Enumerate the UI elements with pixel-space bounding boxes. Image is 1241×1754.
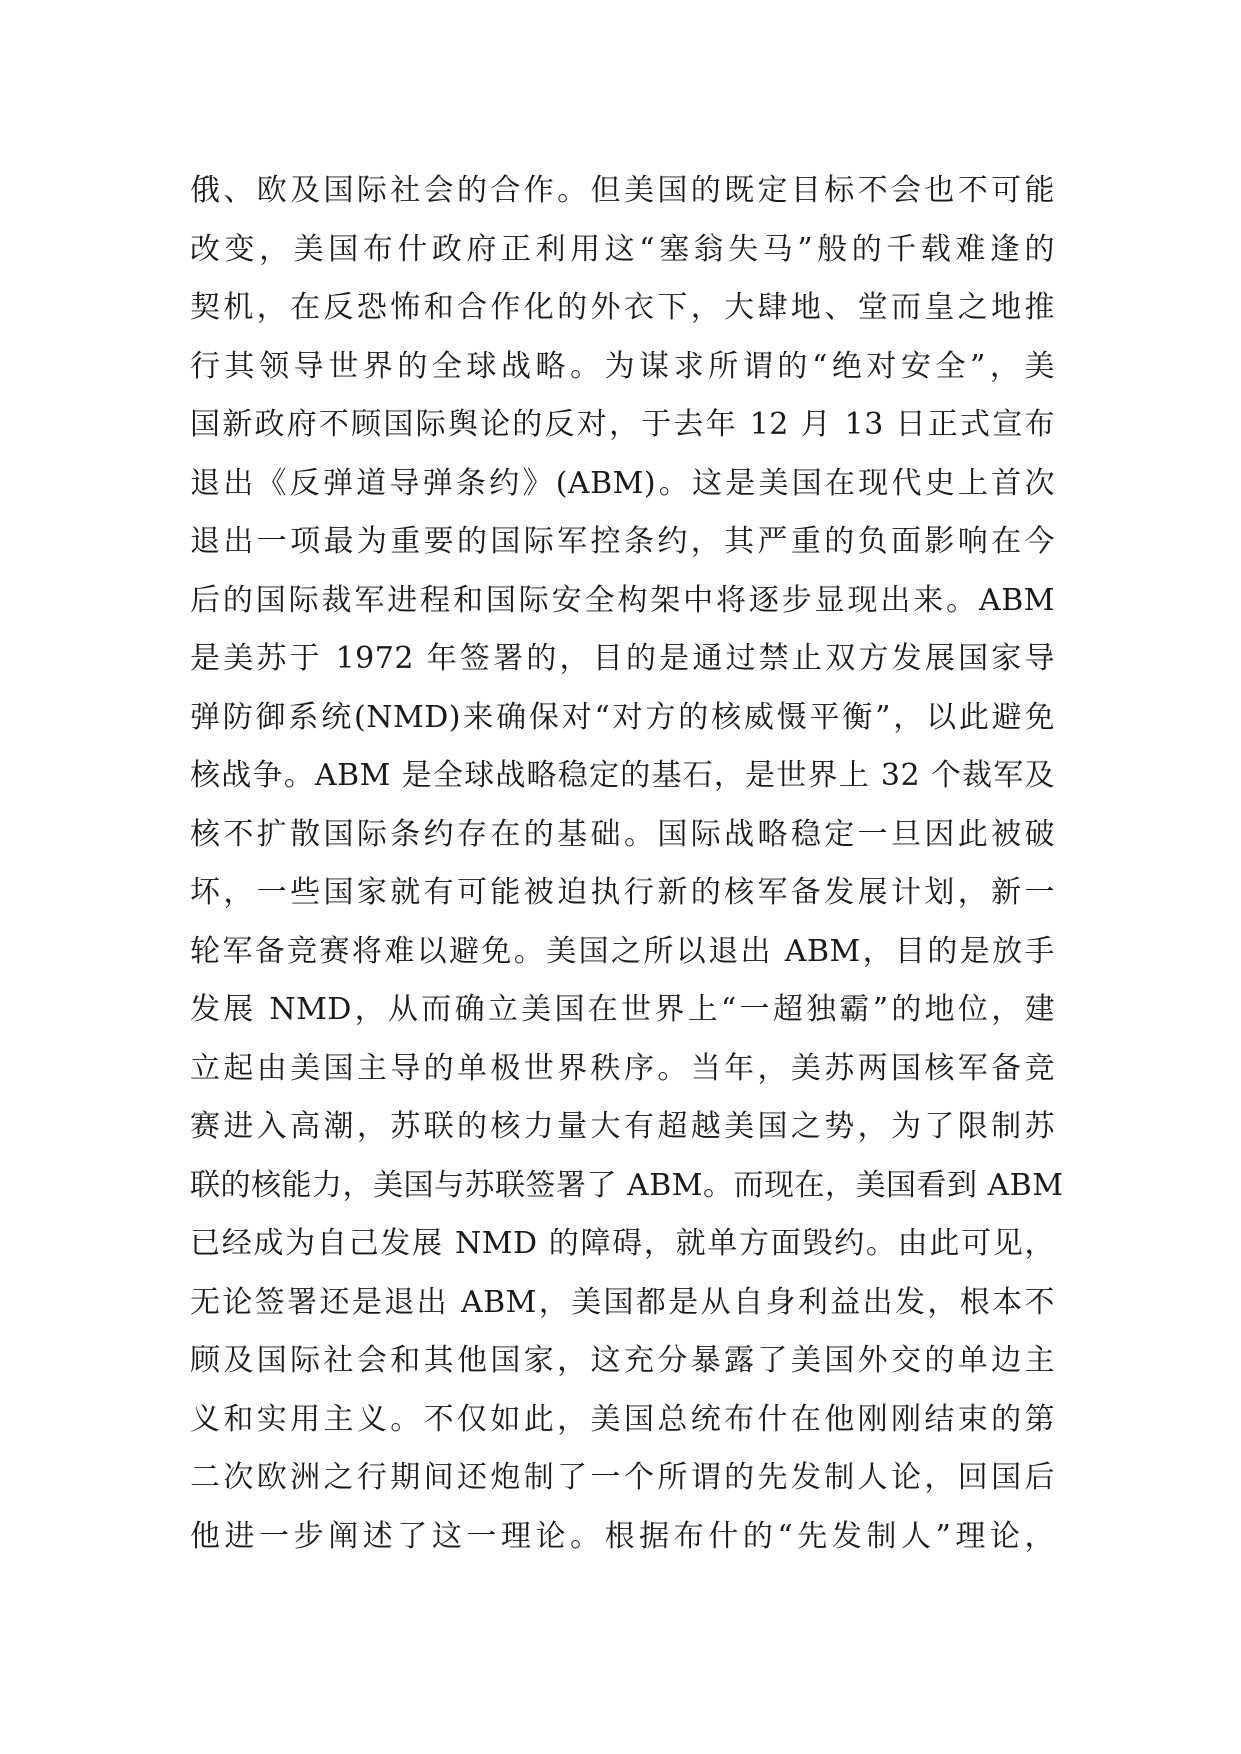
text-line: 俄、欧及国际社会的合作。但美国的既定目标不会也不可能 (190, 173, 1055, 208)
text-line: 退出一项最为重要的国际军控条约，其严重的负面影响在今 (190, 524, 1055, 559)
text-line: 无论签署还是退出 ABM，美国都是从自身利益出发，根本不 (190, 1284, 1055, 1320)
text-line: 二次欧洲之行期间还炮制了一个所谓的先发制人论，回国后 (190, 1460, 1055, 1495)
text-line: 顾及国际社会和其他国家，这充分暴露了美国外交的单边主 (190, 1343, 1055, 1378)
body-paragraph (190, 162, 1064, 1566)
text-line: 发展 NMD，从而确立美国在世界上“一超独霸”的地位，建 (190, 992, 1055, 1027)
text-line: 改变，美国布什政府正利用这“塞翁失马”般的千载难逢的 (190, 231, 1055, 267)
text-line: 联的核能力，美国与苏联签署了 ABM。而现在，美国看到 ABM (190, 1167, 1064, 1203)
text-line: 已经成为自己发展 NMD 的障碍，就单方面毁约。由此可见， (190, 1226, 1055, 1261)
text-line: 立起由美国主导的单极世界秩序。当年，美苏两国核军备竞 (190, 1050, 1055, 1086)
text-line: 轮军备竞赛将难以避免。美国之所以退出 ABM，目的是放手 (190, 933, 1055, 969)
text-line: 国新政府不顾国际舆论的反对，于去年 12 月 13 日正式宣布 (190, 407, 1055, 442)
text-line: 是美苏于 1972 年签署的，目的是通过禁止双方发展国家导 (190, 641, 1055, 676)
text-line: 行其领导世界的全球战略。为谋求所谓的“绝对安全”，美 (190, 348, 1055, 384)
text-line: 核战争。ABM 是全球战略稳定的基石，是世界上 32 个裁军及 (190, 758, 1055, 793)
text-line: 义和实用主义。不仅如此，美国总统布什在他刚刚结束的第 (190, 1401, 1055, 1437)
text-line: 契机，在反恐怖和合作化的外衣下，大肆地、堂而皇之地推 (190, 290, 1055, 325)
text-line: 后的国际裁军进程和国际安全构架中将逐步显现出来。ABM (190, 582, 1055, 618)
text-line: 核不扩散国际条约存在的基础。国际战略稳定一旦因此被破 (190, 816, 1055, 852)
text-line: 坏，一些国家就有可能被迫执行新的核军备发展计划，新一 (190, 875, 1055, 910)
text-line: 弹防御系统(NMD)来确保对“对方的核威慑平衡”，以此避免 (190, 699, 1055, 735)
text-line: 赛进入高潮，苏联的核力量大有超越美国之势，为了限制苏 (190, 1109, 1055, 1144)
text-line: 退出《反弹道导弹条约》(ABM)。这是美国在现代史上首次 (190, 465, 1055, 501)
text-line: 他进一步阐述了这一理论。根据布什的“先发制人”理论， (190, 1518, 1055, 1554)
